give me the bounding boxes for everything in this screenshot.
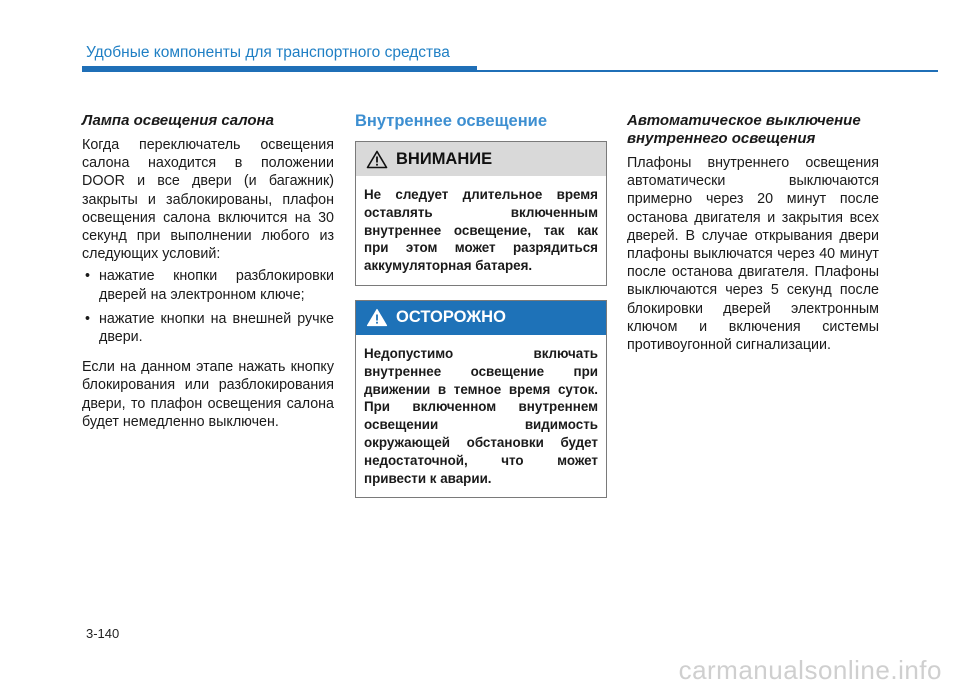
warning-text: Не следует длительное время оставлять включенным внутреннее освещение, так как при этом может разрядиться аккумуляторная батарея. <box>364 187 598 274</box>
header-rule-thin <box>477 70 938 72</box>
warning-box <box>355 141 607 286</box>
watermark: carmanualsonline.info <box>678 655 942 685</box>
interior-lamp-intro: Когда переключатель освещения салона находится в положении DOOR и все двери (и багажник) закрыты и заблокированы, плафон освещения салона включится на 30 секунд при выполнении любого из следующих условий: <box>82 137 334 263</box>
warning-triangle-outline-icon <box>366 150 388 169</box>
bullet-glyph: • <box>85 310 91 327</box>
list-item-text: нажатие кнопки на внешней ручке двери. <box>99 310 334 346</box>
section-title: Внутреннее освещение <box>355 112 547 130</box>
caution-text: Недопустимо включать внутреннее освещение при движении в темное время суток. При включенном внутреннем освещении видимость окружающей обстановки будет недостаточной, что может привести к аварии. <box>364 345 598 486</box>
condition-list <box>82 267 334 346</box>
header-rule-thick <box>82 66 477 72</box>
warning-triangle-filled-icon <box>366 308 388 327</box>
auto-off-subhead: Автоматическое выключение внутреннего освещения <box>627 112 861 147</box>
list-item <box>82 310 334 346</box>
list-item-text: нажатие кнопки разблокировки дверей на электронном ключе; <box>99 268 334 303</box>
auto-off-text: Плафоны внутреннего освещения автоматически выключаются примерно через 20 минут после останова двигателя и закрытия всех дверей. В случае открывания двери плафоны выключатся через 40 минут после останова двигателя. Плафоны выключаются через 5 секунд после блокировки дверей электронным ключом и включения системы противоугонной сигнализации. <box>627 155 879 354</box>
warning-label: ВНИМАНИЕ <box>396 149 493 168</box>
left-column <box>82 108 334 431</box>
list-item <box>82 267 334 303</box>
middle-column <box>355 108 607 512</box>
warning-box-header <box>356 142 606 176</box>
interior-lamp-subhead: Лампа освещения салона <box>82 112 274 129</box>
bullet-glyph: • <box>85 268 91 285</box>
right-column <box>627 108 879 354</box>
caution-label: ОСТОРОЖНО <box>396 308 506 327</box>
caution-box-header <box>356 301 606 335</box>
header-title: Удобные компоненты для транспортного средства <box>86 44 450 61</box>
caution-box <box>355 300 607 498</box>
interior-lamp-outro: Если на данном этапе нажать кнопку блокирования или разблокирования двери, то плафон освещения салона будет немедленно выключен. <box>82 359 334 430</box>
page-number: 3-140 <box>86 626 120 641</box>
